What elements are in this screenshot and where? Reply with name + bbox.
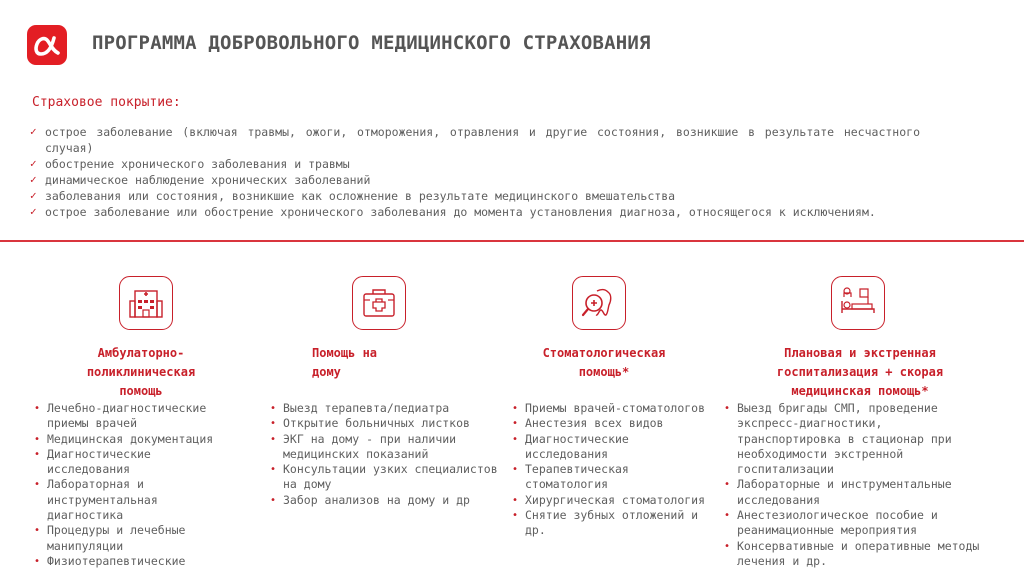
checkmark-icon: ✓ bbox=[30, 157, 37, 170]
coverage-item: ✓ острое заболевание (включая травмы, ожоги, отморожения, отравления и другие состояния, возникшие в результате несчастного случая) bbox=[30, 125, 920, 155]
list-item: • Физиотерапевтические bbox=[32, 554, 217, 569]
list-item: • Диагностические исследования bbox=[32, 447, 217, 478]
checkmark-icon: ✓ bbox=[30, 125, 37, 138]
list-item: • Анестезиологическое пособие и реанимационные мероприятия bbox=[722, 508, 982, 539]
list-item: • Снятие зубных отложений и др. bbox=[510, 508, 715, 539]
page-title: ПРОГРАММА ДОБРОВОЛЬНОГО МЕДИЦИНСКОГО СТРАХОВАНИЯ bbox=[92, 32, 651, 54]
tooth-magnifier-icon bbox=[572, 276, 626, 330]
list-item: • Консультации узких специалистов на дому bbox=[268, 462, 498, 493]
column-list bbox=[32, 401, 217, 569]
first-aid-kit-icon bbox=[352, 276, 406, 330]
list-item: • Лабораторная и инструментальная диагностика bbox=[32, 477, 217, 523]
list-item: • Приемы врачей-стоматологов bbox=[510, 401, 715, 416]
coverage-item: ✓ обострение хронического заболевания и травмы bbox=[30, 157, 350, 171]
alfa-logo bbox=[27, 25, 67, 65]
checkmark-icon: ✓ bbox=[30, 189, 37, 202]
column-list bbox=[722, 401, 982, 569]
list-item: • Процедуры и лечебные манипуляции bbox=[32, 523, 217, 554]
list-item: • Диагностические исследования bbox=[510, 432, 715, 463]
list-item: • ЭКГ на дому - при наличии медицинских показаний bbox=[268, 432, 498, 463]
column-list bbox=[510, 401, 715, 539]
coverage-item: ✓ динамическое наблюдение хронических заболеваний bbox=[30, 173, 371, 187]
list-item: • Лечебно-диагностические приемы врачей bbox=[32, 401, 217, 432]
column-title: Плановая и экстренная госпитализация + скорая медицинская помощь* bbox=[776, 346, 944, 398]
section-divider bbox=[0, 240, 1024, 242]
coverage-list bbox=[30, 124, 920, 220]
column-title: Стоматологическая помощь* bbox=[542, 346, 666, 379]
list-item: • Терапевтическая стоматология bbox=[510, 462, 715, 493]
hospital-bed-icon bbox=[831, 276, 885, 330]
checkmark-icon: ✓ bbox=[30, 205, 37, 218]
list-item: • Анестезия всех видов bbox=[510, 416, 715, 431]
coverage-item: ✓ острое заболевание или обострение хронического заболевания до момента установления диагноза, относящегося к исключениям. bbox=[30, 205, 876, 219]
list-item: • Выезд бригады СМП, проведение экспресс-диагностики, транспортировка в стационар при необходимости экстренной госпитализации bbox=[722, 401, 982, 477]
list-item: • Забор анализов на дому и др bbox=[268, 493, 498, 508]
column-title: Помощь на дому bbox=[312, 346, 378, 379]
checkmark-icon: ✓ bbox=[30, 173, 37, 186]
column-title: Амбулаторно-поликлиническая помощь bbox=[86, 346, 196, 398]
alpha-glyph-icon bbox=[32, 32, 62, 58]
list-item: • Медицинская документация bbox=[32, 432, 217, 447]
list-item: • Консервативные и оперативные методы лечения и др. bbox=[722, 539, 982, 570]
list-item: • Лабораторные и инструментальные исследования bbox=[722, 477, 982, 508]
list-item: • Хирургическая стоматология bbox=[510, 493, 715, 508]
list-item: • Выезд терапевта/педиатра bbox=[268, 401, 498, 416]
coverage-heading: Страховое покрытие: bbox=[32, 95, 181, 110]
hospital-building-icon bbox=[119, 276, 173, 330]
column-list bbox=[268, 401, 498, 508]
list-item: • Открытие больничных листков bbox=[268, 416, 498, 431]
coverage-item: ✓ заболевания или состояния, возникшие как осложнение в результате медицинского вмешательства bbox=[30, 189, 676, 203]
